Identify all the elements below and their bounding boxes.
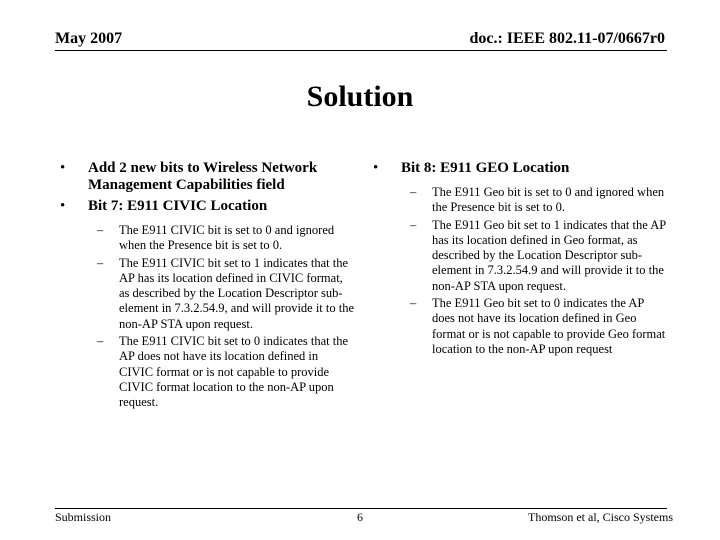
sub-bullet-text: The E911 CIVIC bit is set to 0 and ignored when the Presence bit is set to 0. bbox=[119, 223, 335, 253]
bullet-item bbox=[55, 198, 355, 215]
dash-icon: – bbox=[410, 185, 417, 199]
sub-bullet-text: The E911 Geo bit set to 0 indicates the AP does not have its location defined in Geo format or is not capable to provide Geo format location to the non-AP upon request bbox=[432, 296, 666, 356]
right-column bbox=[368, 160, 668, 357]
sub-bullet-item bbox=[368, 185, 668, 216]
sub-bullet-item bbox=[55, 223, 355, 254]
bullet-item bbox=[368, 160, 668, 177]
sub-bullet-item bbox=[368, 296, 668, 357]
header-doc-id: doc.: IEEE 802.11-07/0667r0 bbox=[469, 30, 665, 47]
sub-bullet-list bbox=[55, 223, 355, 411]
bullet-text: Bit 8: E911 GEO Location bbox=[401, 160, 570, 176]
sub-bullet-text: The E911 CIVIC bit set to 1 indicates that the AP has its location defined in CIVIC format, as described by the Location Descriptor sub-element in 7.3.2.54.9, and will provide it to the non-AP STA upon request. bbox=[119, 255, 355, 331]
footer-divider bbox=[55, 508, 667, 509]
bullet-item bbox=[55, 160, 355, 194]
header-divider bbox=[55, 50, 667, 51]
page-number: 6 bbox=[357, 510, 363, 524]
sub-bullet-text: The E911 CIVIC bit set to 0 indicates that the AP does not have its location defined in CIVIC format or is not capable to provide CIVIC format location to the non-AP upon request. bbox=[119, 334, 349, 410]
sub-bullet-text: The E911 Geo bit set to 1 indicates that the AP has its location defined in Geo format, as described by the Location Descriptor sub-element in 7.3.2.54.9 and will provide it to the non-AP STA upon request. bbox=[432, 217, 666, 293]
bullet-text: Add 2 new bits to Wireless Network Management Capabilities field bbox=[88, 160, 318, 193]
dash-icon: – bbox=[97, 334, 104, 349]
dash-icon: – bbox=[410, 217, 417, 232]
bullet-icon: • bbox=[373, 160, 379, 176]
dash-icon: – bbox=[97, 255, 104, 270]
slide-title: Solution bbox=[306, 80, 414, 113]
bullet-icon: • bbox=[60, 160, 66, 176]
sub-bullet-text: The E911 Geo bit is set to 0 and ignored when the Presence bit is set to 0. bbox=[432, 185, 665, 215]
bullet-text: Bit 7: E911 CIVIC Location bbox=[88, 198, 268, 214]
sub-bullet-item bbox=[55, 334, 355, 410]
sub-bullet-item bbox=[368, 218, 668, 294]
sub-bullet-item bbox=[55, 256, 355, 332]
header-date: May 2007 bbox=[55, 30, 123, 47]
dash-icon: – bbox=[97, 223, 104, 237]
sub-bullet-list bbox=[368, 185, 668, 357]
footer-authors: Thomson et al, Cisco Systems bbox=[528, 510, 673, 524]
dash-icon: – bbox=[410, 296, 417, 311]
footer-submission: Submission bbox=[55, 510, 112, 524]
bullet-icon: • bbox=[60, 198, 66, 214]
left-column bbox=[55, 160, 355, 411]
